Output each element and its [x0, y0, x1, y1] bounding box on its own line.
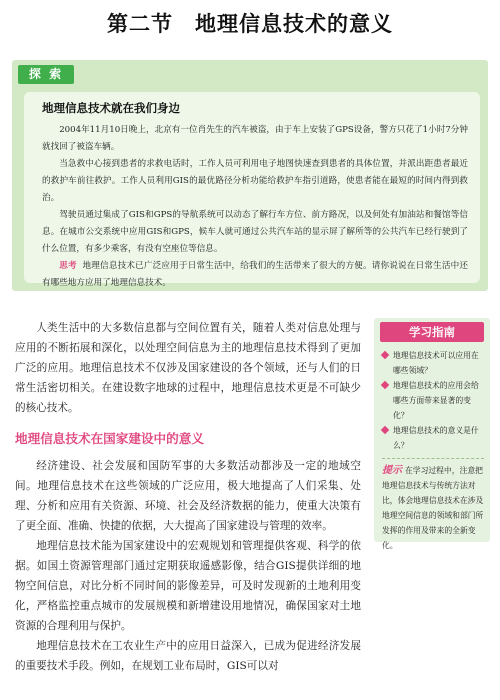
explore-inner-panel: [24, 92, 480, 288]
diamond-bullet-icon: [381, 426, 389, 434]
main-body: [15, 318, 361, 676]
guide-item: [382, 348, 484, 378]
intro-paragraph: 人类生活中的大多数信息都与空间位置有关，随着人类对信息处理与应用的不断拓展和深化，以处理空间信息为主的地理信息技术得到了更加广泛的应用。地理信息技术不仅涉及国家建设的各个领域，还与人们的日常生活密切相关。在建设数字地球的过程中，地理信息技术更是不可缺少的核心技术。: [15, 322, 361, 414]
body-paragraph: 经济建设、社会发展和国防军事的大多数活动都涉及一定的地域空间。地理信息技术在这些领域的广泛应用，极大地提高了人们采集、处理、分析和应用有关资源、环境、社会及经济数据的能力，使重大决策有了更全面、准确、快捷的依据，大大提高了国家建设与管理的效率。: [15, 460, 361, 532]
body-paragraph: 地理信息技术在工农业生产中的应用日益深入，已成为促进经济发展的重要技术手段。例如，在规划工业布局时，GIS可以对: [15, 640, 361, 672]
explore-paragraph: 当急救中心接到患者的求救电话时，工作人员可利用电子地图快速查到患者的具体位置，并派出距患者最近的救护车前往救护。工作人员利用GIS的最优路径分析功能给救护车指引道路，使患者能在最短的时间内得到救治。: [42, 159, 468, 203]
guide-divider: [382, 458, 484, 459]
section-heading: 地理信息技术在国家建设中的意义: [15, 431, 204, 446]
explore-text: [42, 122, 468, 292]
guide-item: [382, 423, 484, 453]
explore-paragraph: 2004年11月10日晚上，北京有一位肖先生的汽车被盗，由于车上安装了GPS设备，警方只花了1小时7分钟就找回了被盗车辆。: [42, 125, 468, 152]
explore-paragraph: 驾驶员通过集成了GIS和GPS的导航系统可以动态了解行车方位、前方路况，以及何处有加油站和餐馆等信息。在城市公交系统中应用GIS和GPS，候车人就可通过公共汽车站的显示屏了解所等的公共汽车已经行驶到了什么位置，有多少乘客，有没有空座位等信息。: [42, 210, 468, 254]
guide-item: [382, 378, 484, 423]
guide-tip: [382, 463, 484, 553]
body-paragraph: 地理信息技术能为国家建设中的宏观规划和管理提供客观、科学的依据。如国土资源管理部门通过定期获取遥感影像，结合GIS提供详细的地物空间信息，对比分析不同时间的影像差异，可及时发现新的土地利用变化，严格监控重点城市的发展规模和新增建设用地情况，确保国家对土地资源的合理利用与保护。: [15, 540, 361, 632]
section-number: 第二节: [107, 11, 173, 36]
tip-text: 在学习过程中，注意把地理信息技术与传统方法对比，体会地理信息技术在涉及地理空间信息的领域和部门所发挥的作用及带来的全新变化。: [382, 466, 484, 550]
explore-tag: 探 索: [18, 65, 74, 84]
think-label: 思考: [59, 261, 77, 271]
guide-item-text: 地理信息技术可以应用在哪些领域？: [393, 351, 479, 375]
diamond-bullet-icon: [381, 351, 389, 359]
page-title: [0, 8, 500, 38]
tip-label: 提示: [382, 465, 402, 476]
explore-box: [12, 60, 488, 291]
diamond-bullet-icon: [381, 381, 389, 389]
study-guide-heading: 学习指南: [380, 322, 484, 342]
study-guide-body: [382, 348, 484, 553]
study-guide-box: [374, 318, 490, 550]
explore-heading: 地理信息技术就在我们身边: [42, 101, 180, 115]
section-title: 地理信息技术的意义: [195, 11, 393, 36]
think-paragraph: [42, 258, 468, 292]
guide-item-text: 地理信息技术的意义是什么？: [393, 426, 479, 450]
guide-item-text: 地理信息技术的应用会给哪些方面带来显著的变化？: [393, 381, 479, 420]
think-text: 地理信息技术已广泛应用于日常生活中，给我们的生活带来了很大的方便。请你说说在日常生活中还有哪些地方应用了地理信息技术。: [42, 261, 468, 288]
